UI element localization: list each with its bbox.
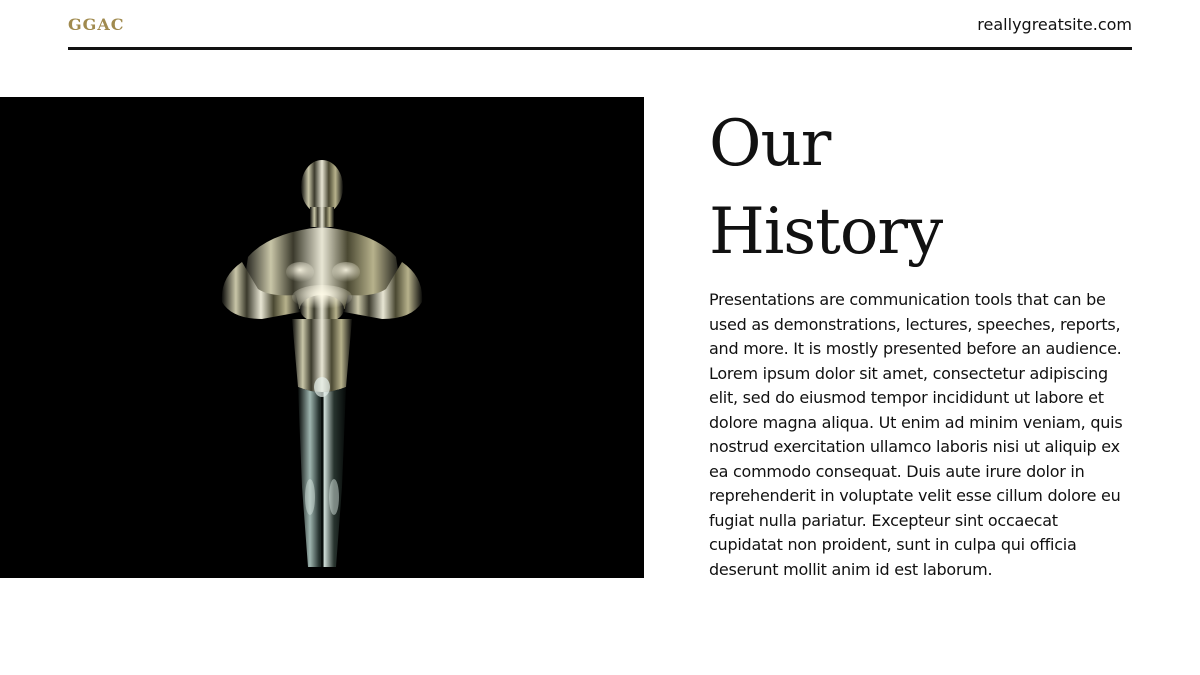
slide-title-line-1: Our (709, 107, 831, 181)
slide-title-line-2: History (709, 195, 943, 269)
slide-title (709, 100, 942, 276)
brand-logo-text: GGAC (68, 15, 125, 34)
header-divider (68, 47, 1132, 50)
website-url: reallygreatsite.com (977, 15, 1132, 34)
award-statuette-photo (0, 97, 644, 578)
slide-body-text: Presentations are communication tools that can be used as demonstrations, lectures, speeches, reports, and more. It is mostly presented before an audience. Lorem ipsum dolor sit amet, consectetur adipiscing elit, sed do eiusmod tempor incididunt ut labore et dolore magna aliqua. Ut enim ad minim veniam, quis nostrud exercitation ullamco laboris nisi ut aliquip ex ea commodo consequat. Duis aute irure dolor in reprehenderit in voluptate velit esse cillum dolore eu fugiat nulla pariatur. Excepteur sint occaecat cupidatat non proident, sunt in culpa qui officia deserunt mollit anim id est laborum. (709, 290, 1123, 579)
statuette-illustration (0, 97, 644, 578)
